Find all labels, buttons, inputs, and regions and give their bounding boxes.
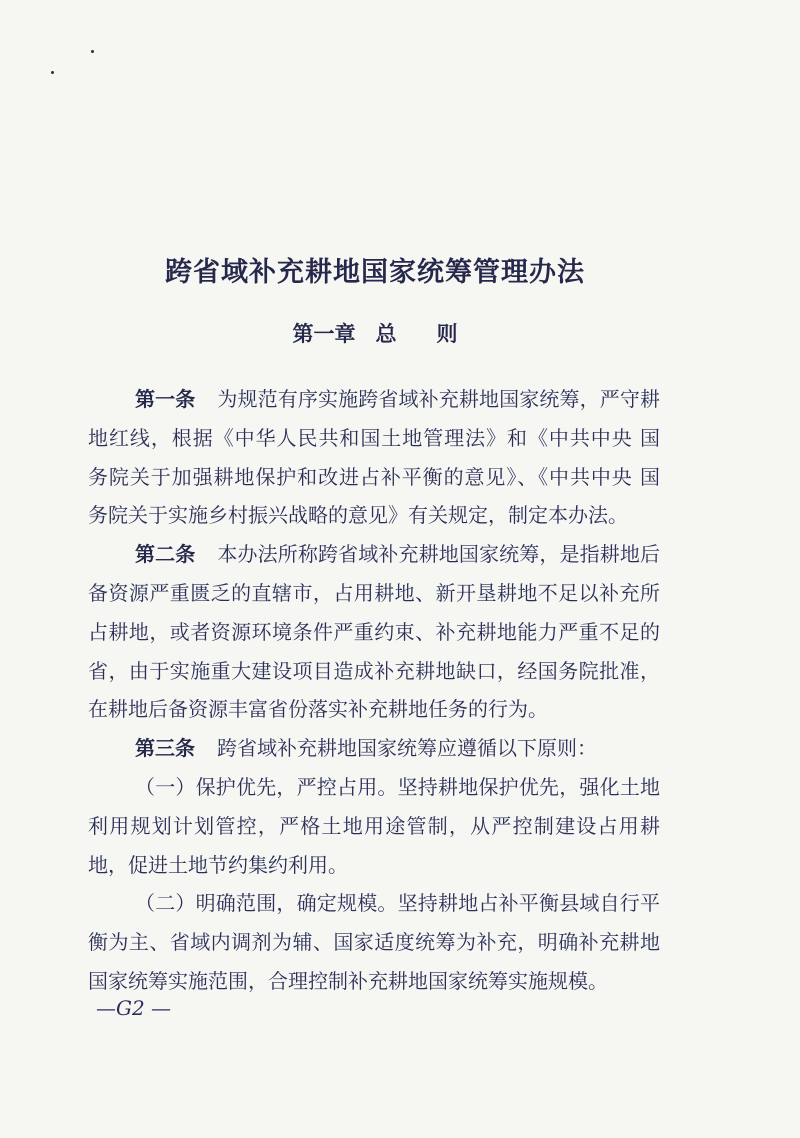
chapter-heading	[0, 318, 750, 348]
principle-2-line: 衡为主、省域内调剂为辅、国家适度统筹为补充，明确补充耕地	[88, 930, 660, 955]
page-number: —G2 —	[96, 996, 172, 1020]
article-1-line: 务院关于实施乡村振兴战略的意见》有关规定，制定本办法。	[88, 503, 628, 528]
article-2-line: 占耕地，或者资源环境条件严重约束、补充耕地能力严重不足的	[88, 619, 660, 644]
principle-1-line: 利用规划计划管控，严格土地用途管制，从严控制建设占用耕	[88, 813, 660, 838]
principle-2-line: （二）明确范围，确定规模。坚持耕地占补平衡县域自行平	[135, 891, 660, 916]
article-2-line	[88, 535, 660, 574]
chapter-prefix: 第一章	[292, 321, 356, 346]
scan-speck	[51, 71, 54, 74]
article-3-line	[88, 729, 660, 768]
article-2-line: 在耕地后备资源丰富省份落实补充耕地任务的行为。	[88, 697, 548, 722]
document-title: 跨省域补充耕地国家统筹管理办法	[165, 257, 585, 288]
article-label: 第三条	[135, 736, 195, 761]
principle-1-line: 地，促进土地节约集约利用。	[88, 852, 348, 877]
principle-1-line: （一）保护优先，严控占用。坚持耕地保护优先，强化土地	[135, 774, 660, 799]
text: 跨省域补充耕地国家统筹应遵循以下原则：	[217, 736, 597, 761]
article-1-line: 务院关于加强耕地保护和改进占补平衡的意见》、《中共中央 国	[88, 464, 660, 489]
article-2-line: 备资源严重匮乏的直辖市，占用耕地、新开垦耕地不足以补充所	[88, 580, 660, 605]
scan-speck	[91, 50, 94, 53]
article-2-line: 省，由于实施重大建设项目造成补充耕地缺口，经国务院批准，	[88, 658, 660, 683]
chapter-word-1: 总	[375, 321, 397, 346]
principle-2-line: 国家统筹实施范围，合理控制补充耕地国家统筹实施规模。	[88, 968, 608, 993]
document-body	[88, 380, 660, 1001]
article-1-line: 地红线，根据《中华人民共和国土地管理法》和《中共中央 国	[88, 425, 660, 450]
article-label: 第二条	[135, 542, 196, 567]
article-label: 第一条	[135, 387, 196, 411]
article-1-line	[88, 380, 660, 419]
chapter-word-2: 则	[436, 321, 458, 346]
text: 本办法所称跨省域补充耕地国家统筹，是指耕地后	[217, 542, 660, 567]
text: 为规范有序实施跨省域补充耕地国家统筹，严守耕	[217, 387, 660, 411]
